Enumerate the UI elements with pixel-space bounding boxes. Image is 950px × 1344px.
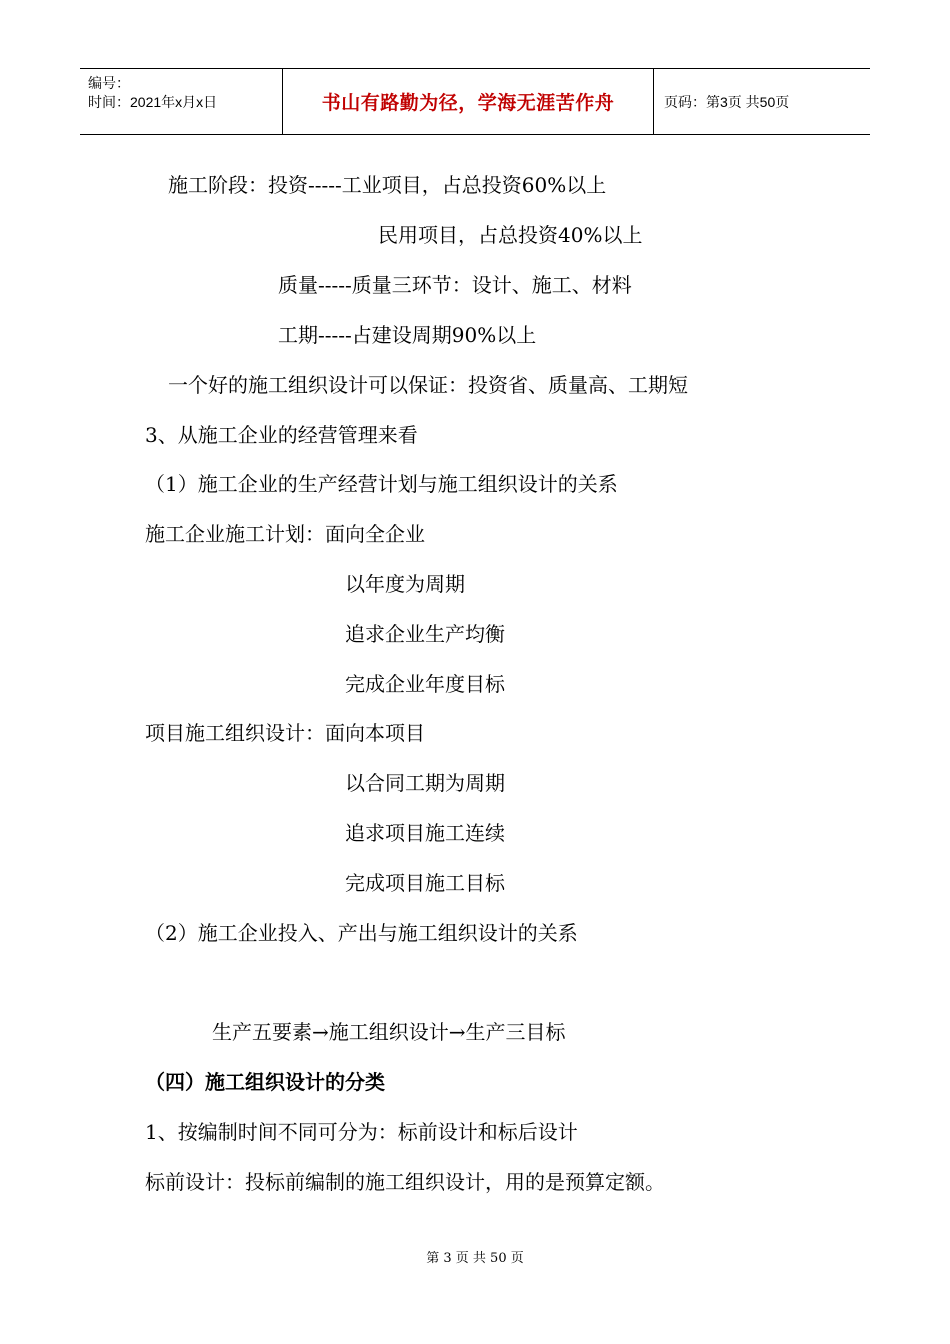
body-line-12: 项目施工组织设计：面向本项目 <box>145 721 425 745</box>
body-line-13: 以合同工期为周期 <box>345 771 505 795</box>
subsection-heading-1: （1）施工企业的生产经营计划与施工组织设计的关系 <box>145 472 618 496</box>
body-line-5: 一个好的施工组织设计可以保证：投资省、质量高、工期短 <box>168 373 688 397</box>
header-page-cell <box>654 69 870 134</box>
body-line-20: 标前设计：投标前编制的施工组织设计，用的是预算定额。 <box>145 1170 665 1194</box>
body-line-15: 完成项目施工目标 <box>345 871 505 895</box>
section-heading-4: （四）施工组织设计的分类 <box>145 1070 385 1094</box>
body-line-9: 以年度为周期 <box>345 572 465 596</box>
body-line-8: 施工企业施工计划：面向全企业 <box>145 522 425 546</box>
body-line-14: 追求项目施工连续 <box>345 821 505 845</box>
header-page-code: 页码：第3页 共50页 <box>664 93 790 110</box>
body-line-19: 1、按编制时间不同可分为：标前设计和标后设计 <box>145 1120 578 1144</box>
body-line-1: 施工阶段：投资-----工业项目，占总投资60%以上 <box>168 173 607 197</box>
subsection-heading-2: （2）施工企业投入、产出与施工组织设计的关系 <box>145 921 578 945</box>
body-line-11: 完成企业年度目标 <box>345 672 505 696</box>
document-date-label: 时间：2021年x月x日 <box>88 94 218 110</box>
document-number-label: 编号： <box>88 75 130 91</box>
page-footer: 第 3 页 共 50 页 <box>426 1251 524 1266</box>
body-line-10: 追求企业生产均衡 <box>345 622 505 646</box>
header-info-cell <box>80 69 282 134</box>
body-line-2: 民用项目，占总投资40%以上 <box>378 223 643 247</box>
header-motto: 书山有路勤为径，学海无涯苦作舟 <box>321 92 615 114</box>
page-header <box>80 68 870 135</box>
body-line-4: 工期-----占建设周期90%以上 <box>278 323 537 347</box>
body-line-3: 质量-----质量三环节：设计、施工、材料 <box>278 273 632 297</box>
header-motto-cell <box>282 69 654 134</box>
section-heading-3: 3、从施工企业的经营管理来看 <box>145 423 418 447</box>
body-line-17: 生产五要素→施工组织设计→生产三目标 <box>212 1020 566 1044</box>
